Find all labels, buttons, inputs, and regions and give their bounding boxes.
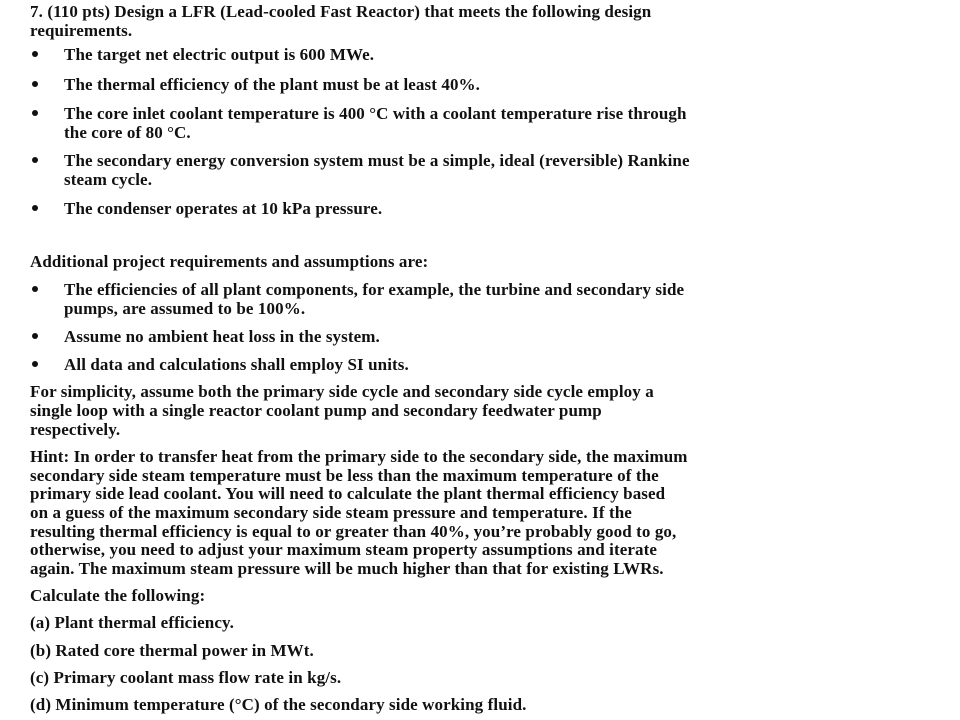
question-title-continued: requirements.: [30, 21, 133, 40]
bullet-icon: [32, 286, 38, 292]
bullet-icon: [32, 333, 38, 339]
requirement-item-continued: steam cycle.: [64, 170, 153, 189]
bullet-icon: [32, 81, 38, 87]
question-number: 7.: [30, 2, 43, 21]
assumption-item: The efficiencies of all plant components, for example, the turbine and secondary side: [64, 280, 685, 299]
requirement-item: The condenser operates at 10 kPa pressure.: [64, 199, 383, 218]
bullet-icon: [32, 157, 38, 163]
question-title: [30, 2, 651, 21]
calculate-heading: Calculate the following:: [30, 586, 206, 605]
requirement-item: The secondary energy conversion system must be a simple, ideal (reversible) Rankine: [64, 151, 690, 170]
hint-paragraph-line: again. The maximum steam pressure will be much higher than that for existing LWRs.: [30, 559, 664, 578]
hint-paragraph-line: resulting thermal efficiency is equal to or greater than 40%, you’re probably good to go,: [30, 522, 677, 541]
simplicity-paragraph-line: respectively.: [30, 420, 121, 439]
calculate-item: (d) Minimum temperature (°C) of the secondary side working fluid.: [30, 695, 527, 714]
simplicity-paragraph-line: single loop with a single reactor coolant pump and secondary feedwater pump: [30, 401, 602, 420]
hint-paragraph-line: secondary side steam temperature must be less than the maximum temperature of the: [30, 466, 659, 485]
hint-paragraph-line: on a guess of the maximum secondary side steam pressure and temperature. If the: [30, 503, 632, 522]
hint-paragraph-line: otherwise, you need to adjust your maximum steam property assumptions and iterate: [30, 540, 658, 559]
requirement-item: The core inlet coolant temperature is 400 °C with a coolant temperature rise through: [64, 104, 687, 123]
hint-paragraph-line: Hint: In order to transfer heat from the primary side to the secondary side, the maximum: [30, 447, 688, 466]
simplicity-paragraph-line: For simplicity, assume both the primary side cycle and secondary side cycle employ a: [30, 382, 654, 401]
calculate-item: (b) Rated core thermal power in MWt.: [30, 641, 314, 660]
bullet-icon: [32, 205, 38, 211]
requirement-item: The target net electric output is 600 MWe.: [64, 45, 375, 64]
requirement-item: The thermal efficiency of the plant must be at least 40%.: [64, 75, 480, 94]
assumption-item: All data and calculations shall employ SI units.: [64, 355, 409, 374]
hint-paragraph-line: primary side lead coolant. You will need to calculate the plant thermal efficiency based: [30, 484, 666, 503]
bullet-icon: [32, 361, 38, 367]
assumption-item: Assume no ambient heat loss in the system.: [64, 327, 380, 346]
requirement-item-continued: the core of 80 °C.: [64, 123, 191, 142]
additional-heading: Additional project requirements and assumptions are:: [30, 252, 429, 271]
bullet-icon: [32, 51, 38, 57]
assumption-item-continued: pumps, are assumed to be 100%.: [64, 299, 306, 318]
calculate-item: (c) Primary coolant mass flow rate in kg/s.: [30, 668, 342, 687]
calculate-item: (a) Plant thermal efficiency.: [30, 613, 235, 632]
question-title-text: (110 pts) Design a LFR (Lead-cooled Fast Reactor) that meets the following design: [47, 2, 652, 21]
bullet-icon: [32, 110, 38, 116]
